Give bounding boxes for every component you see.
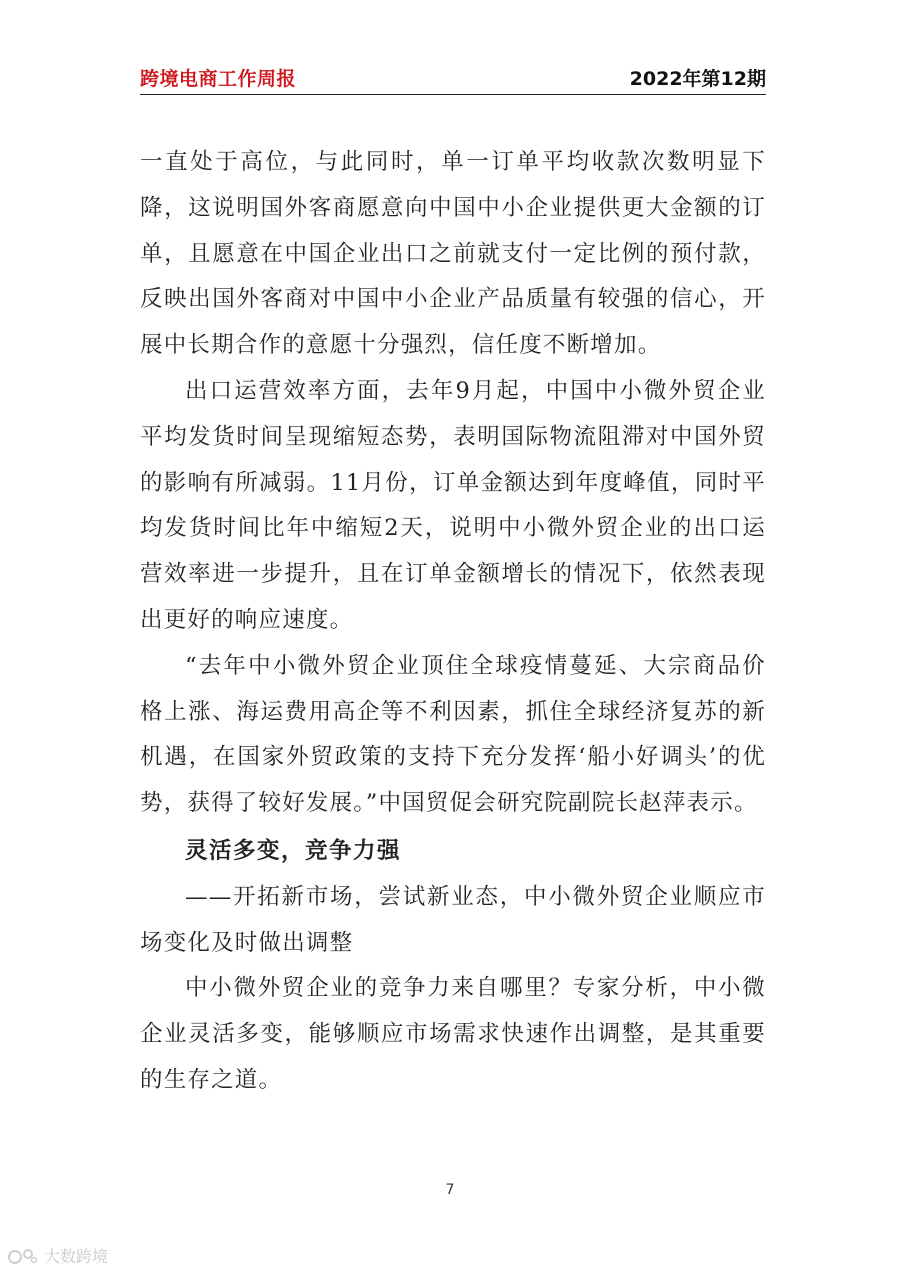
issue-number: 2022年第12期 bbox=[629, 68, 766, 90]
article-body bbox=[140, 140, 766, 1104]
page-header bbox=[140, 64, 766, 94]
watermark-logo-icon bbox=[8, 1246, 38, 1266]
paragraph-quote: “去年中小微外贸企业顶住全球疫情蔓延、大宗商品价格上涨、海运费用高企等不利因素，抓住全球经济复苏的新机遇，在国家外贸政策的支持下充分发挥‘船小好调头’的优势，获得了较好发展。”中国贸促会研究院副院长赵萍表示。 bbox=[140, 652, 766, 817]
section-subheading: ——开拓新市场，尝试新业态，中小微外贸企业顺应市场变化及时做出调整 bbox=[140, 883, 766, 956]
paragraph-continued: 一直处于高位，与此同时，单一订单平均收款次数明显下降，这说明国外客商愿意向中国中小企业提供更大金额的订单，且愿意在中国企业出口之前就支付一定比例的预付款，反映出国外客商对中国中小企业产品质量有较强的信心，开展中长期合作的意愿十分强烈，信任度不断增加。 bbox=[140, 149, 766, 359]
section-heading: 灵活多变，竞争力强 bbox=[185, 837, 402, 864]
watermark-text: 大数跨境 bbox=[44, 1247, 109, 1266]
paragraph-efficiency: 出口运营效率方面，去年9月起，中国中小微外贸企业平均发货时间呈现缩短态势，表明国际物流阻滞对中国外贸的影响有所减弱。11月份，订单金额达到年度峰值，同时平均发货时间比年中缩短2天，说明中小微外贸企业的出口运营效率进一步提升，且在订单金额增长的情况下，依然表现出更好的响应速度。 bbox=[140, 377, 766, 633]
paragraph-competitiveness: 中小微外贸企业的竞争力来自哪里？专家分析，中小微企业灵活多变，能够顺应市场需求快速作出调整，是其重要的生存之道。 bbox=[140, 975, 766, 1093]
publication-title: 跨境电商工作周报 bbox=[140, 68, 297, 90]
page-number: 7 bbox=[445, 1182, 455, 1198]
header-divider bbox=[140, 94, 766, 95]
watermark bbox=[8, 1244, 108, 1267]
